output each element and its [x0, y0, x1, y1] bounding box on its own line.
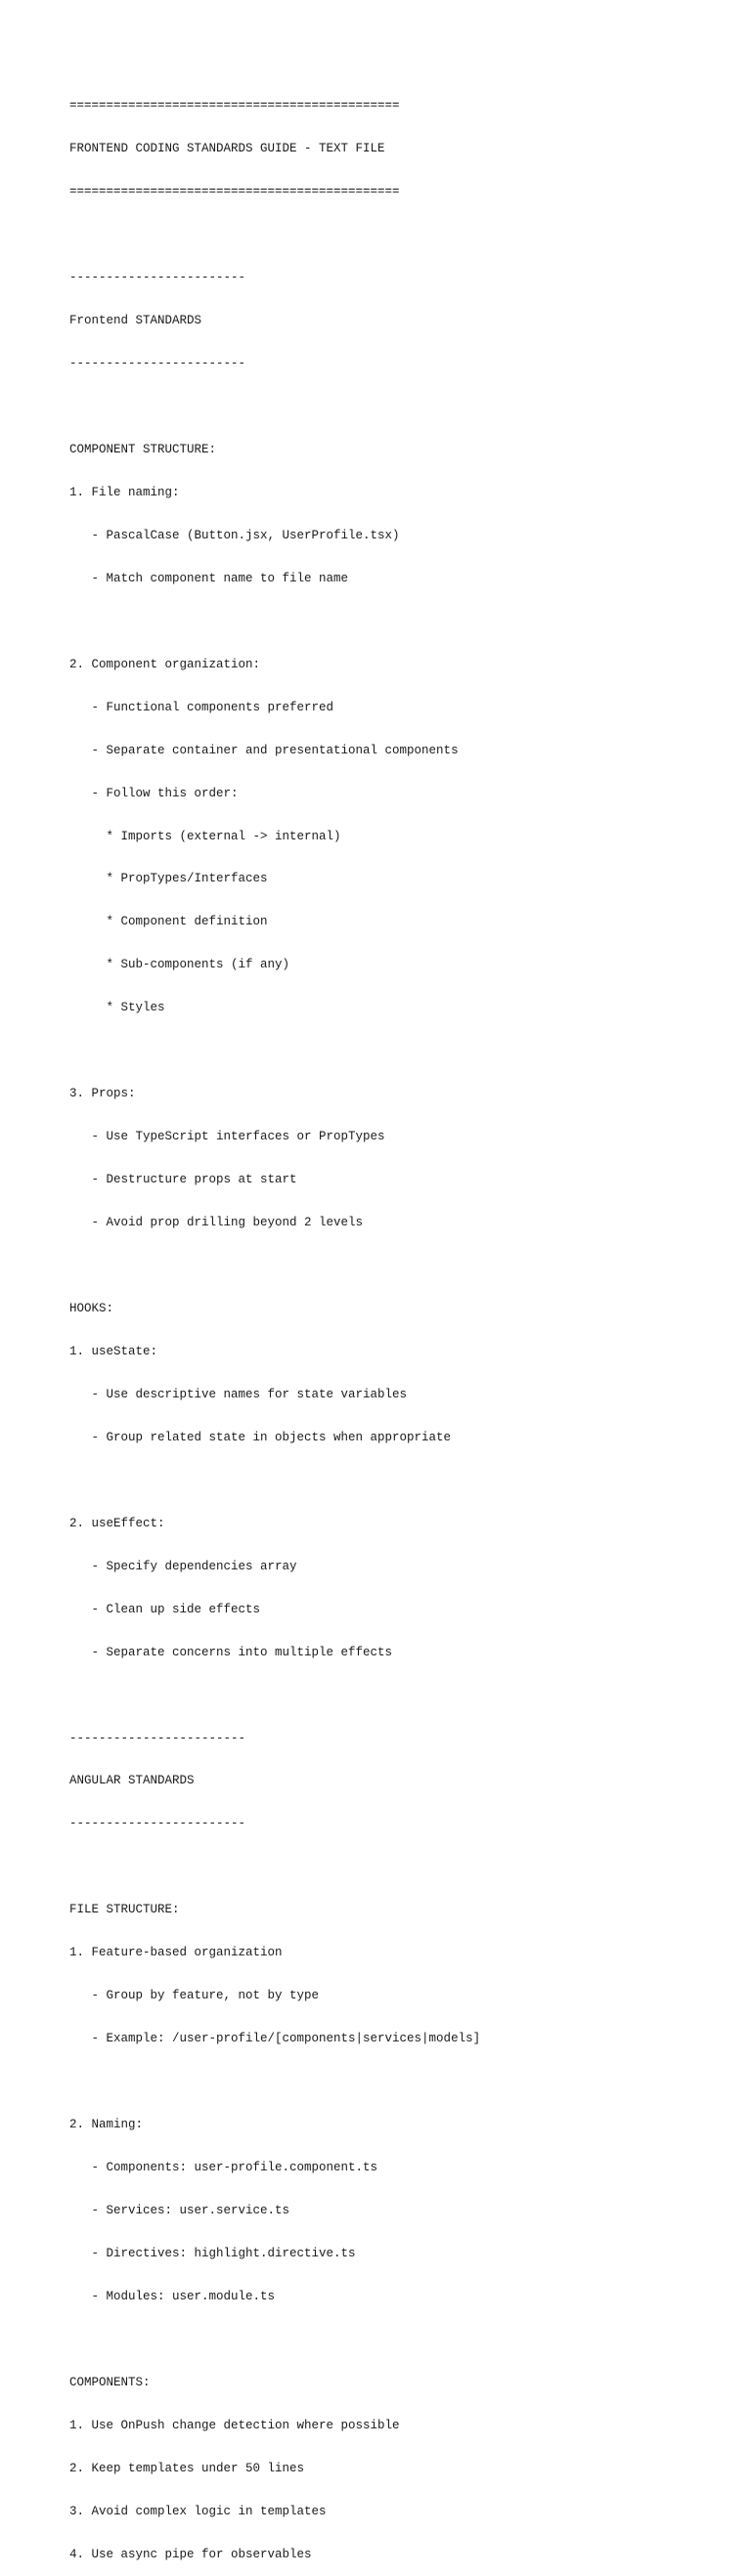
document-line: - Destructure props at start	[69, 1173, 297, 1187]
document-line	[69, 400, 480, 414]
document-line: ------------------------	[69, 271, 246, 285]
subsection-heading: COMPONENTS:	[69, 2375, 151, 2389]
document-line: =============================================	[69, 99, 400, 113]
document-line: - Avoid prop drilling beyond 2 levels	[69, 1216, 364, 1230]
document-line: ------------------------	[69, 1731, 246, 1745]
document-line: - Follow this order:	[69, 786, 239, 800]
document-line: ------------------------	[69, 357, 246, 371]
document-line: 1. Use OnPush change detection where possible	[69, 2418, 400, 2432]
document-line: =============================================	[69, 185, 400, 199]
document-line: 4. Use async pipe for observables	[69, 2547, 312, 2561]
document-line: 2. useEffect:	[69, 1516, 165, 1530]
document-line: 2. Component organization:	[69, 657, 261, 671]
document-line: - Services: user.service.ts	[69, 2204, 290, 2218]
subsection-heading: COMPONENT STRUCTURE:	[69, 442, 217, 456]
document-line: 3. Props:	[69, 1087, 136, 1101]
subsection-heading: HOOKS:	[69, 1302, 114, 1315]
document-line: - PascalCase (Button.jsx, UserProfile.tsx)	[69, 528, 400, 542]
document-line: - Separate container and presentational components	[69, 743, 459, 757]
document-line	[69, 1689, 480, 1703]
document-line: * PropTypes/Interfaces	[69, 872, 268, 886]
document-line: ------------------------	[69, 1817, 246, 1831]
document-line	[69, 2333, 480, 2347]
text-document	[69, 70, 480, 2576]
document-line	[69, 228, 480, 242]
document-line: * Component definition	[69, 915, 268, 929]
document-line: - Separate concerns into multiple effects	[69, 1645, 393, 1659]
document-line	[69, 615, 480, 629]
document-line: 1. File naming:	[69, 485, 180, 499]
document-line	[69, 2075, 480, 2089]
document-line	[69, 1860, 480, 1874]
section-heading-angular: ANGULAR STANDARDS	[69, 1774, 195, 1788]
document-line: - Match component name to file name	[69, 571, 349, 585]
document-line: * Styles	[69, 1001, 165, 1015]
document-line: * Sub-components (if any)	[69, 958, 290, 972]
document-line: - Example: /user-profile/[components|services|models]	[69, 2032, 481, 2046]
document-line: 3. Avoid complex logic in templates	[69, 2504, 327, 2518]
document-line	[69, 1259, 480, 1273]
document-line: - Directives: highlight.directive.ts	[69, 2246, 356, 2260]
document-line: - Group by feature, not by type	[69, 1989, 320, 2003]
document-line	[69, 1474, 480, 1488]
document-line: * Imports (external -> internal)	[69, 829, 341, 843]
document-line: 1. useState:	[69, 1344, 158, 1358]
section-heading-frontend: Frontend STANDARDS	[69, 314, 202, 328]
subsection-heading: FILE STRUCTURE:	[69, 1903, 180, 1917]
document-line: - Modules: user.module.ts	[69, 2289, 276, 2303]
document-line: - Clean up side effects	[69, 1602, 261, 1616]
document-title: FRONTEND CODING STANDARDS GUIDE - TEXT FILE	[69, 142, 385, 156]
document-line: 2. Keep templates under 50 lines	[69, 2461, 305, 2475]
document-line	[69, 1044, 480, 1058]
document-line: - Use TypeScript interfaces or PropTypes	[69, 1130, 385, 1144]
document-line: - Functional components preferred	[69, 700, 334, 714]
document-line: - Components: user-profile.component.ts	[69, 2161, 378, 2175]
document-line: 2. Naming:	[69, 2118, 144, 2132]
document-line: - Specify dependencies array	[69, 1559, 297, 1573]
document-line: - Group related state in objects when appropriate	[69, 1430, 452, 1444]
document-line: 1. Feature-based organization	[69, 1946, 283, 1960]
document-line: - Use descriptive names for state variables	[69, 1387, 408, 1401]
